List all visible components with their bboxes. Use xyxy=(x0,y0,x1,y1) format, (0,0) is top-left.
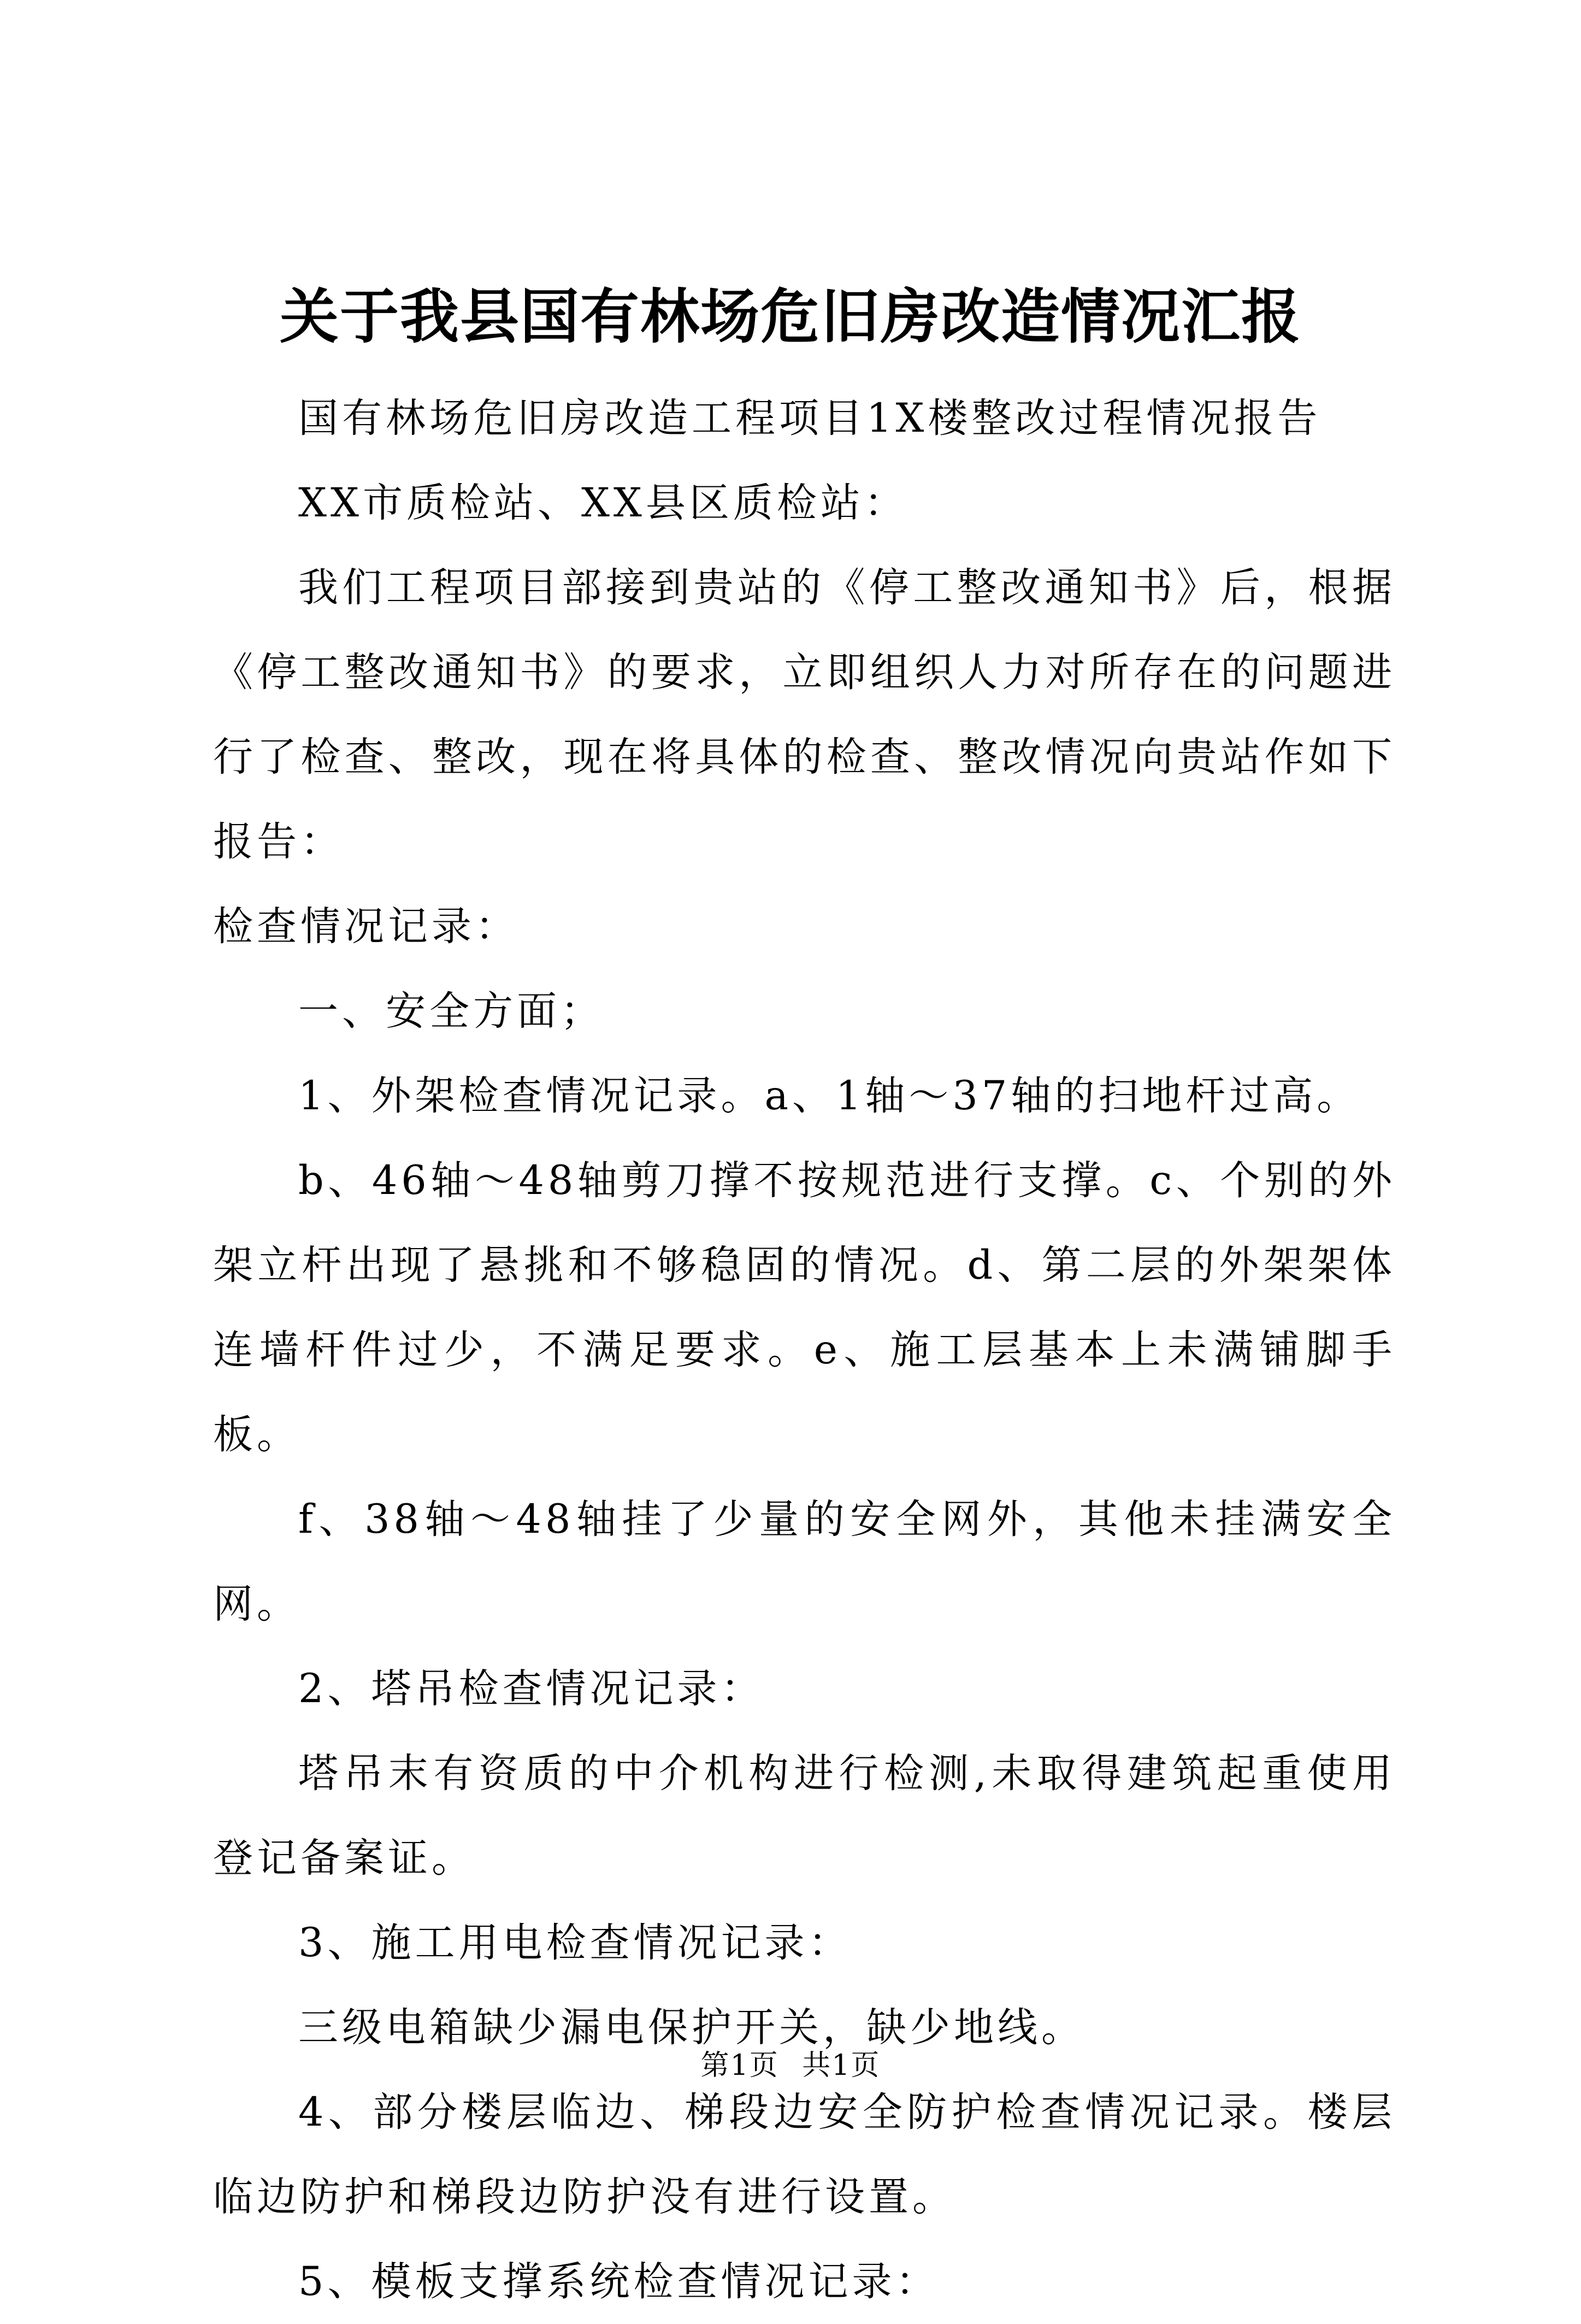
item-heading: 3、施工用电检查情况记录： xyxy=(298,1920,852,1966)
section-heading: 检查情况记录： xyxy=(213,903,519,950)
page-number: 第1页 xyxy=(700,2049,779,2082)
report-subtitle: 国有林场危旧房改造工程项目1X楼整改过程情况报告 xyxy=(298,395,1322,442)
body-paragraph: 1、外架检查情况记录。a、1轴～37轴的扫地杆过高。 xyxy=(298,1073,1361,1119)
body-paragraph: f、38轴～48轴挂了少量的安全网外，其他未挂满安全网。 xyxy=(213,1496,1396,1627)
body-paragraph: 我们工程项目部接到贵站的《停工整改通知书》后，根据《停工整改通知书》的要求，立即组织人力对所存在的问题进行了检查、整改，现在将具体的检查、整改情况向贵站作如下报告： xyxy=(213,564,1396,865)
recipient-line: XX市质检站、XX县区质检站： xyxy=(298,480,908,526)
body-paragraph: 4、部分楼层临边、梯段边安全防护检查情况记录。楼层临边防护和梯段边防护没有进行设置。 xyxy=(213,2089,1396,2220)
document-body xyxy=(213,376,1396,2324)
page-count: 共1页 xyxy=(802,2049,881,2082)
body-paragraph: 三级电箱缺少漏电保护开关，缺少地线。 xyxy=(298,2004,1085,2051)
body-paragraph: 塔吊末有资质的中介机构进行检测,未取得建筑起重使用登记备案证。 xyxy=(213,1750,1396,1881)
item-heading: 2、塔吊检查情况记录： xyxy=(298,1666,765,1712)
section-heading: 一、安全方面； xyxy=(298,988,604,1034)
item-heading: 5、模板支撑系统检查情况记录： xyxy=(298,2258,940,2305)
document-title: 关于我县国有林场危旧房改造情况汇报 xyxy=(279,283,1301,351)
page-footer xyxy=(0,2046,1581,2085)
body-paragraph: b、46轴～48轴剪刀撑不按规范进行支撑。c、个别的外架立杆出现了悬挑和不够稳固的情况。d、第二层的外架架体连墙杆件过少，不满足要求。e、施工层基本上未满铺脚手板。 xyxy=(213,1157,1396,1458)
